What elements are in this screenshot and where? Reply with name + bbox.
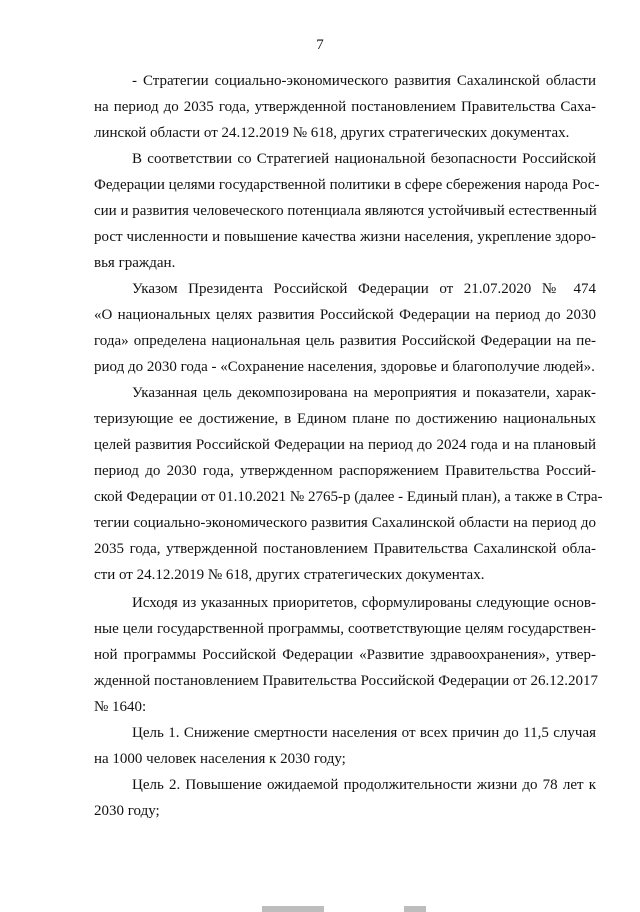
paragraph-4-line-5: ской Федерации от 01.10.2021 № 2765-р (далее - Единый план), а также в Стра- <box>94 489 603 505</box>
paragraph-5-line-5: № 1640: <box>94 699 147 715</box>
paragraph-7-line-2: 2030 году; <box>94 803 160 819</box>
paragraph-3-line-3: года» определена национальная цель развития Российской Федерации на пе- <box>94 333 596 349</box>
paragraph-7-line-1: Цель 2. Повышение ожидаемой продолжительности жизни до 78 лет к <box>132 777 596 793</box>
paragraph-1-line-1: - Стратегии социально-экономического развития Сахалинской области <box>132 73 596 89</box>
paragraph-4-line-1: Указанная цель декомпозирована на мероприятия и показатели, харак- <box>132 385 596 401</box>
paragraph-2-line-2: Федерации целями государственной политики в сфере сбережения народа Рос- <box>94 177 600 193</box>
paragraph-2-line-4: рост численности и повышение качества жизни населения, укрепление здоро- <box>94 229 596 245</box>
paragraph-5-line-4: жденной постановлением Правительства Российской Федерации от 26.12.2017 <box>94 673 598 689</box>
paragraph-1-line-3: линской области от 24.12.2019 № 618, других стратегических документах. <box>94 125 570 141</box>
paragraph-4-line-2: теризующие ее достижение, в Едином плане по достижению национальных <box>94 411 596 427</box>
paragraph-5-line-1: Исходя из указанных приоритетов, сформулированы следующие основ- <box>132 595 596 611</box>
paragraph-4-line-6: тегии социально-экономического развития Сахалинской области на период до <box>94 515 596 531</box>
paragraph-3-line-4: риод до 2030 года - «Сохранение населения, здоровье и благополучие людей». <box>94 359 595 375</box>
paragraph-5-line-3: ной программы Российской Федерации «Развитие здравоохранения», утвер- <box>94 647 596 663</box>
paragraph-2-line-1: В соответствии со Стратегией национальной безопасности Российской <box>132 151 596 167</box>
page-number: 7 <box>316 37 324 53</box>
paragraph-4-line-8: сти от 24.12.2019 № 618, других стратегических документах. <box>94 567 485 583</box>
paragraph-3-line-1: Указом Президента Российской Федерации от 21.07.2020 № 474 <box>132 281 596 297</box>
paragraph-4-line-3: целей развития Российской Федерации на период до 2024 года и на плановый <box>94 437 596 453</box>
paragraph-6-line-2: на 1000 человек населения к 2030 году; <box>94 751 346 767</box>
paragraph-6-line-1: Цель 1. Снижение смертности населения от всех причин до 11,5 случая <box>132 725 596 741</box>
paragraph-4-line-4: период до 2030 года, утвержденном распоряжением Правительства Россий- <box>94 463 596 479</box>
paragraph-4-line-7: 2035 года, утвержденной постановлением Правительства Сахалинской обла- <box>94 541 596 557</box>
paragraph-1-line-2: на период до 2035 года, утвержденной постановлением Правительства Саха- <box>94 99 596 115</box>
scan-edge-mark <box>404 906 426 912</box>
paragraph-2-line-5: вья граждан. <box>94 255 176 271</box>
paragraph-3-line-2: «О национальных целях развития Российской Федерации на период до 2030 <box>94 307 596 323</box>
paragraph-5-line-2: ные цели государственной программы, соответствующие целям государствен- <box>94 621 596 637</box>
scan-edge-mark <box>262 906 324 912</box>
paragraph-2-line-3: сии и развития человеческого потенциала являются устойчивый естественный <box>94 203 597 219</box>
